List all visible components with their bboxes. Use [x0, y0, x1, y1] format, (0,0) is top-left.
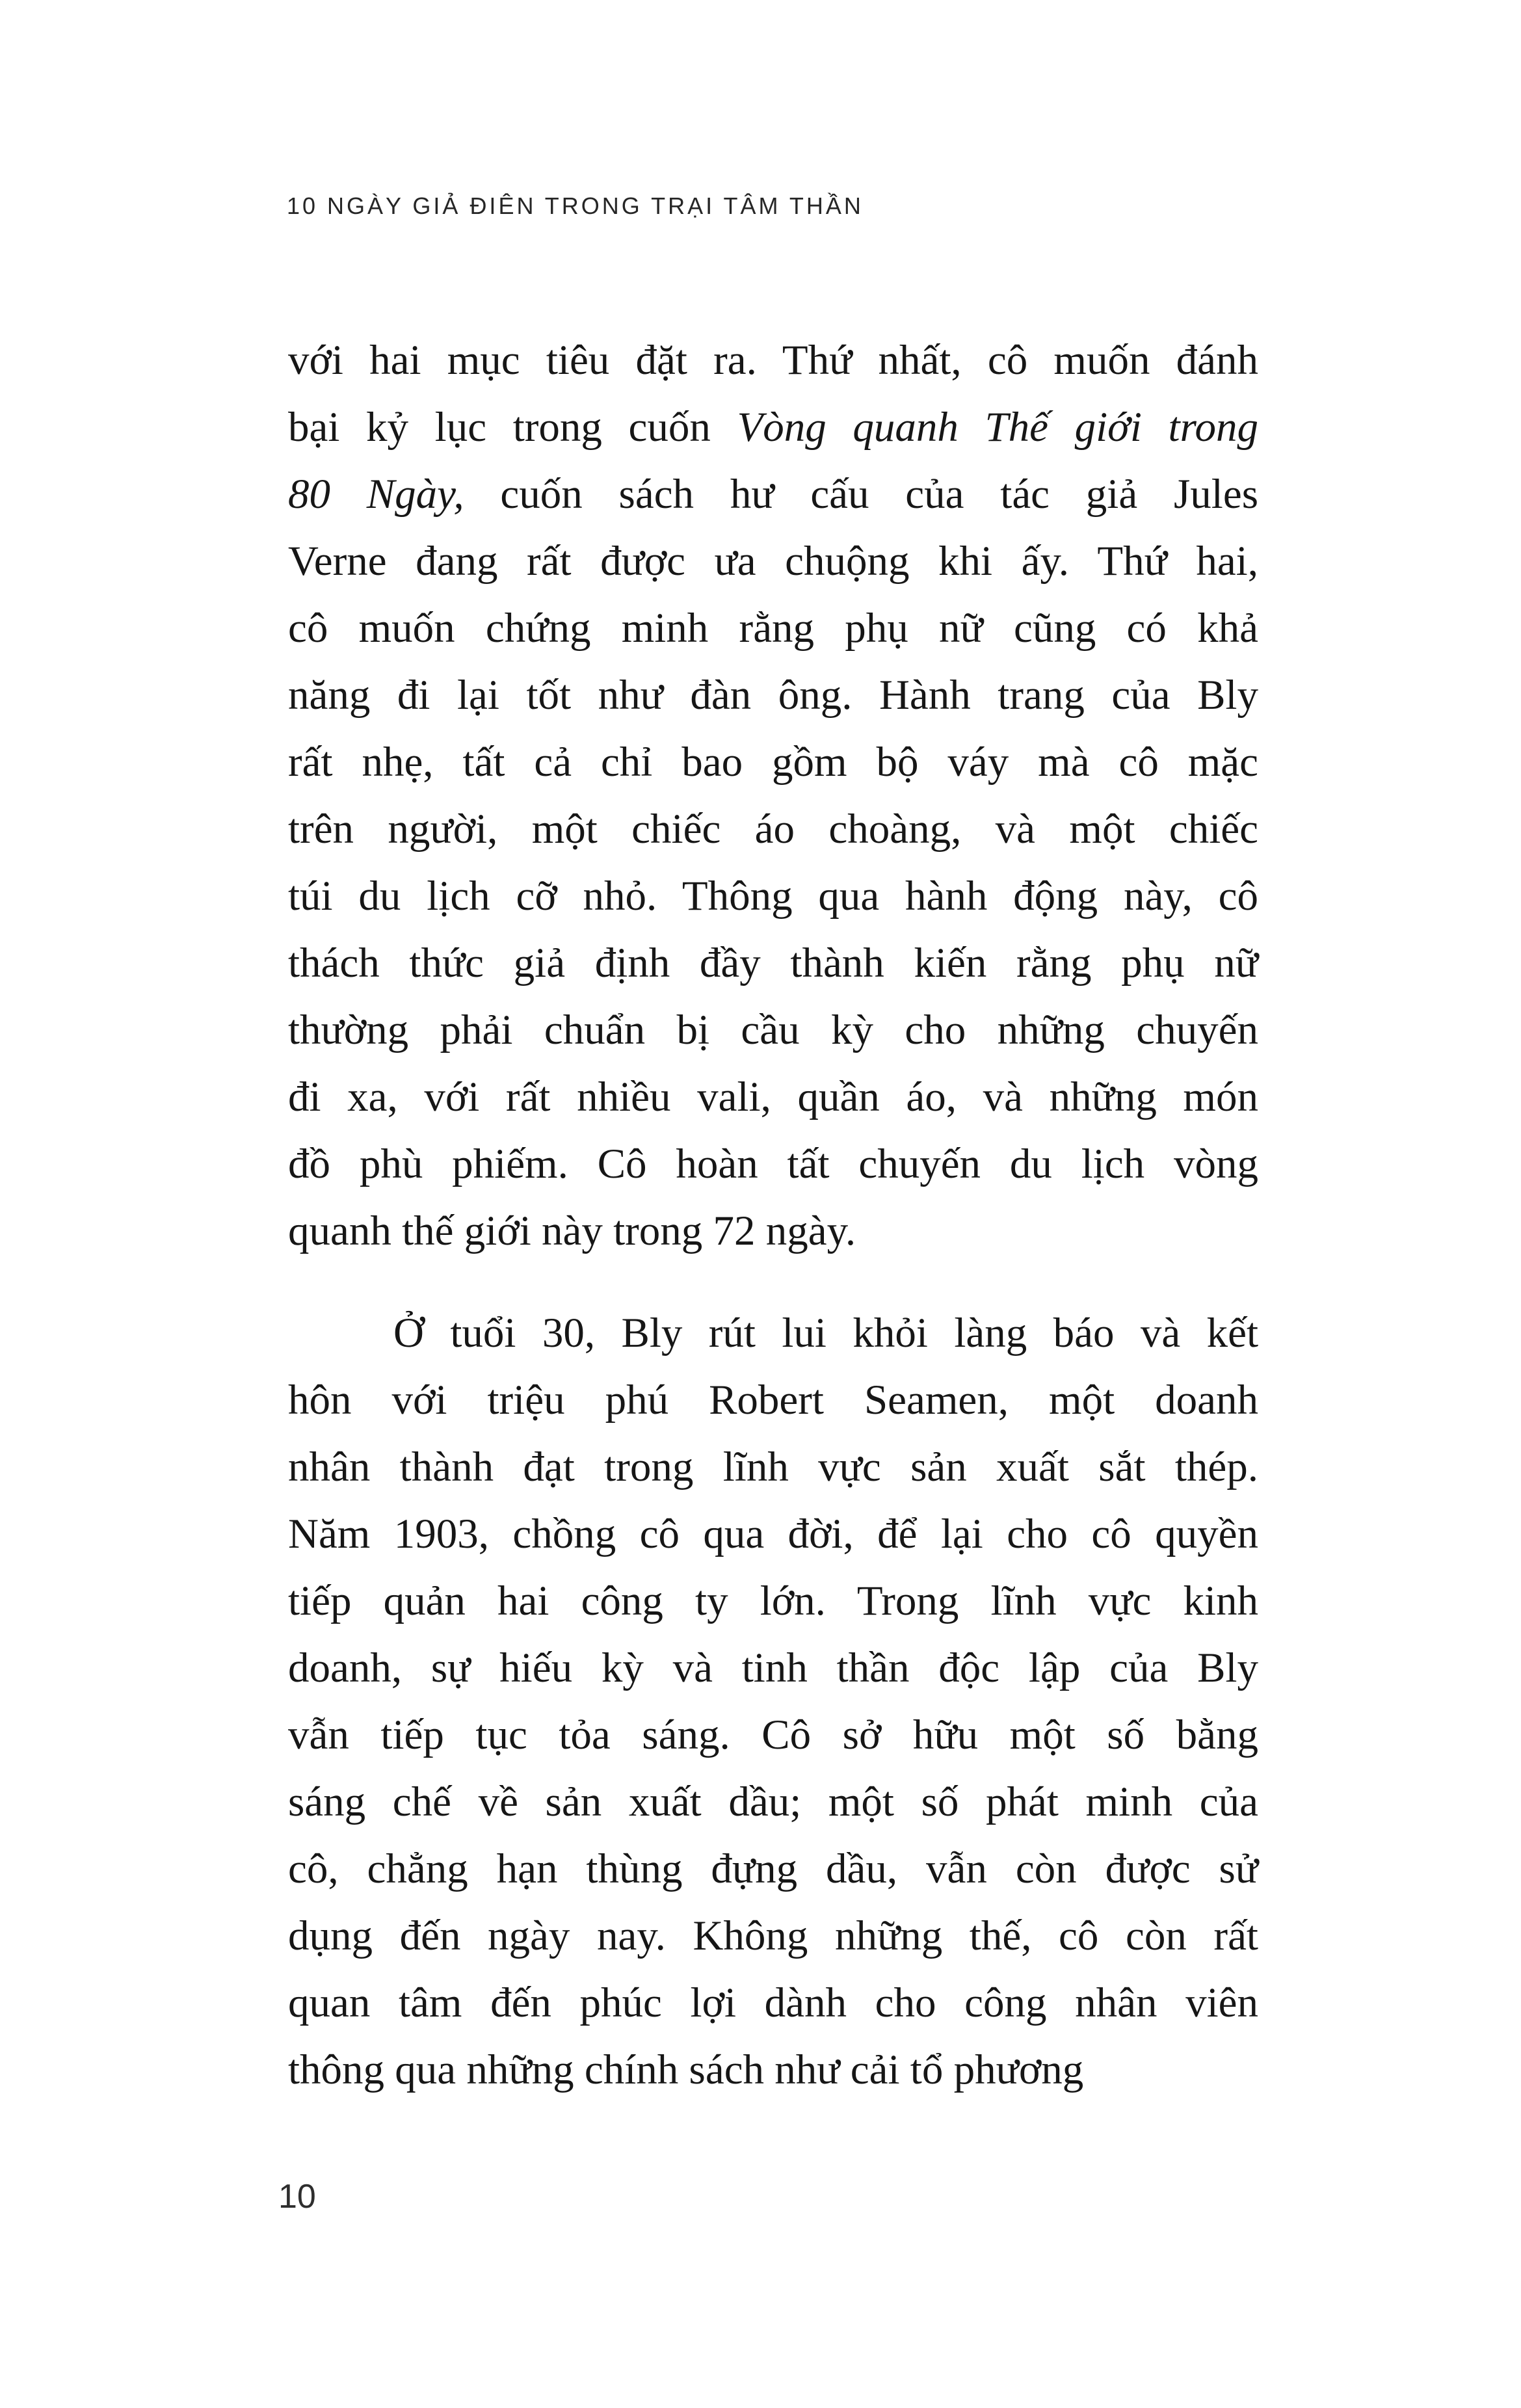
- italic-book-title-text: Vòng quanh Thế giới trong: [737, 404, 1258, 451]
- text-line: [288, 1198, 1258, 1265]
- page-number: 10: [278, 2178, 316, 2216]
- text-segment: cuốn sách hư cấu của tác giả Jules: [464, 471, 1258, 518]
- text-segment: doanh, sự hiếu kỳ và tinh thần độc lập của Bly: [288, 1645, 1258, 1691]
- text-line: [288, 1903, 1258, 1970]
- text-line: [288, 1131, 1258, 1198]
- text-segment: rất nhẹ, tất cả chỉ bao gồm bộ váy mà cô mặc: [288, 739, 1258, 786]
- text-line: [288, 997, 1258, 1064]
- text-line: [288, 1300, 1258, 1367]
- paragraph: [288, 327, 1258, 1265]
- text-line: [288, 461, 1258, 528]
- text-segment: Verne đang rất được ưa chuộng khi ấy. Thứ hai,: [288, 538, 1258, 585]
- text-segment: cô muốn chứng minh rằng phụ nữ cũng có khả: [288, 605, 1258, 652]
- text-line: [288, 1836, 1258, 1903]
- text-line: [288, 1501, 1258, 1568]
- text-line: [288, 796, 1258, 863]
- paragraph: [288, 1300, 1258, 2104]
- body-text: [288, 327, 1258, 2104]
- text-segment: đi xa, với rất nhiều vali, quần áo, và những món: [288, 1074, 1258, 1120]
- text-line: [288, 1064, 1258, 1131]
- text-line: [288, 394, 1258, 461]
- text-segment: quanh thế giới này trong 72 ngày.: [288, 1208, 856, 1254]
- text-segment: với hai mục tiêu đặt ra. Thứ nhất, cô muốn đánh: [288, 337, 1258, 384]
- text-segment: bại kỷ lục trong cuốn: [288, 404, 737, 451]
- text-line: [288, 729, 1258, 796]
- text-segment: Ở tuổi 30, Bly rút lui khỏi làng báo và kết: [393, 1310, 1258, 1356]
- text-line: [288, 863, 1258, 930]
- text-segment: sáng chế về sản xuất dầu; một số phát minh của: [288, 1779, 1258, 1825]
- running-header: 10 NGÀY GIẢ ĐIÊN TRONG TRẠI TÂM THẦN: [287, 192, 864, 219]
- text-line: [288, 327, 1258, 394]
- text-line: [288, 1970, 1258, 2037]
- text-line: [288, 2037, 1258, 2104]
- text-line: [288, 595, 1258, 662]
- text-segment: nhân thành đạt trong lĩnh vực sản xuất sắt thép.: [288, 1444, 1258, 1490]
- text-segment: trên người, một chiếc áo choàng, và một chiếc: [288, 806, 1258, 853]
- text-segment: đồ phù phiếm. Cô hoàn tất chuyến du lịch vòng: [288, 1141, 1258, 1187]
- text-segment: năng đi lại tốt như đàn ông. Hành trang của Bly: [288, 672, 1258, 719]
- text-segment: thông qua những chính sách như cải tổ phương: [288, 2046, 1084, 2093]
- text-segment: dụng đến ngày nay. Không những thế, cô còn rất: [288, 1912, 1258, 1959]
- text-line: [288, 662, 1258, 729]
- text-segment: tiếp quản hai công ty lớn. Trong lĩnh vực kinh: [288, 1578, 1258, 1624]
- text-line: [288, 1702, 1258, 1769]
- text-line: [288, 1367, 1258, 1434]
- text-segment: vẫn tiếp tục tỏa sáng. Cô sở hữu một số bằng: [288, 1712, 1258, 1758]
- text-line: [288, 930, 1258, 997]
- text-segment: cô, chẳng hạn thùng đựng dầu, vẫn còn được sử: [288, 1846, 1258, 1892]
- text-segment: quan tâm đến phúc lợi dành cho công nhân viên: [288, 1979, 1258, 2026]
- text-line: [288, 528, 1258, 595]
- text-line: [288, 1434, 1258, 1501]
- text-segment: túi du lịch cỡ nhỏ. Thông qua hành động này, cô: [288, 873, 1258, 920]
- text-segment: thách thức giả định đầy thành kiến rằng phụ nữ: [288, 940, 1258, 986]
- text-segment: Năm 1903, chồng cô qua đời, để lại cho cô quyền: [288, 1511, 1258, 1557]
- text-line: [288, 1568, 1258, 1635]
- italic-book-title-text: 80 Ngày,: [288, 471, 464, 518]
- text-line: [288, 1769, 1258, 1836]
- text-segment: hôn với triệu phú Robert Seamen, một doanh: [288, 1377, 1258, 1423]
- text-segment: thường phải chuẩn bị cầu kỳ cho những chuyến: [288, 1007, 1258, 1053]
- text-line: [288, 1635, 1258, 1702]
